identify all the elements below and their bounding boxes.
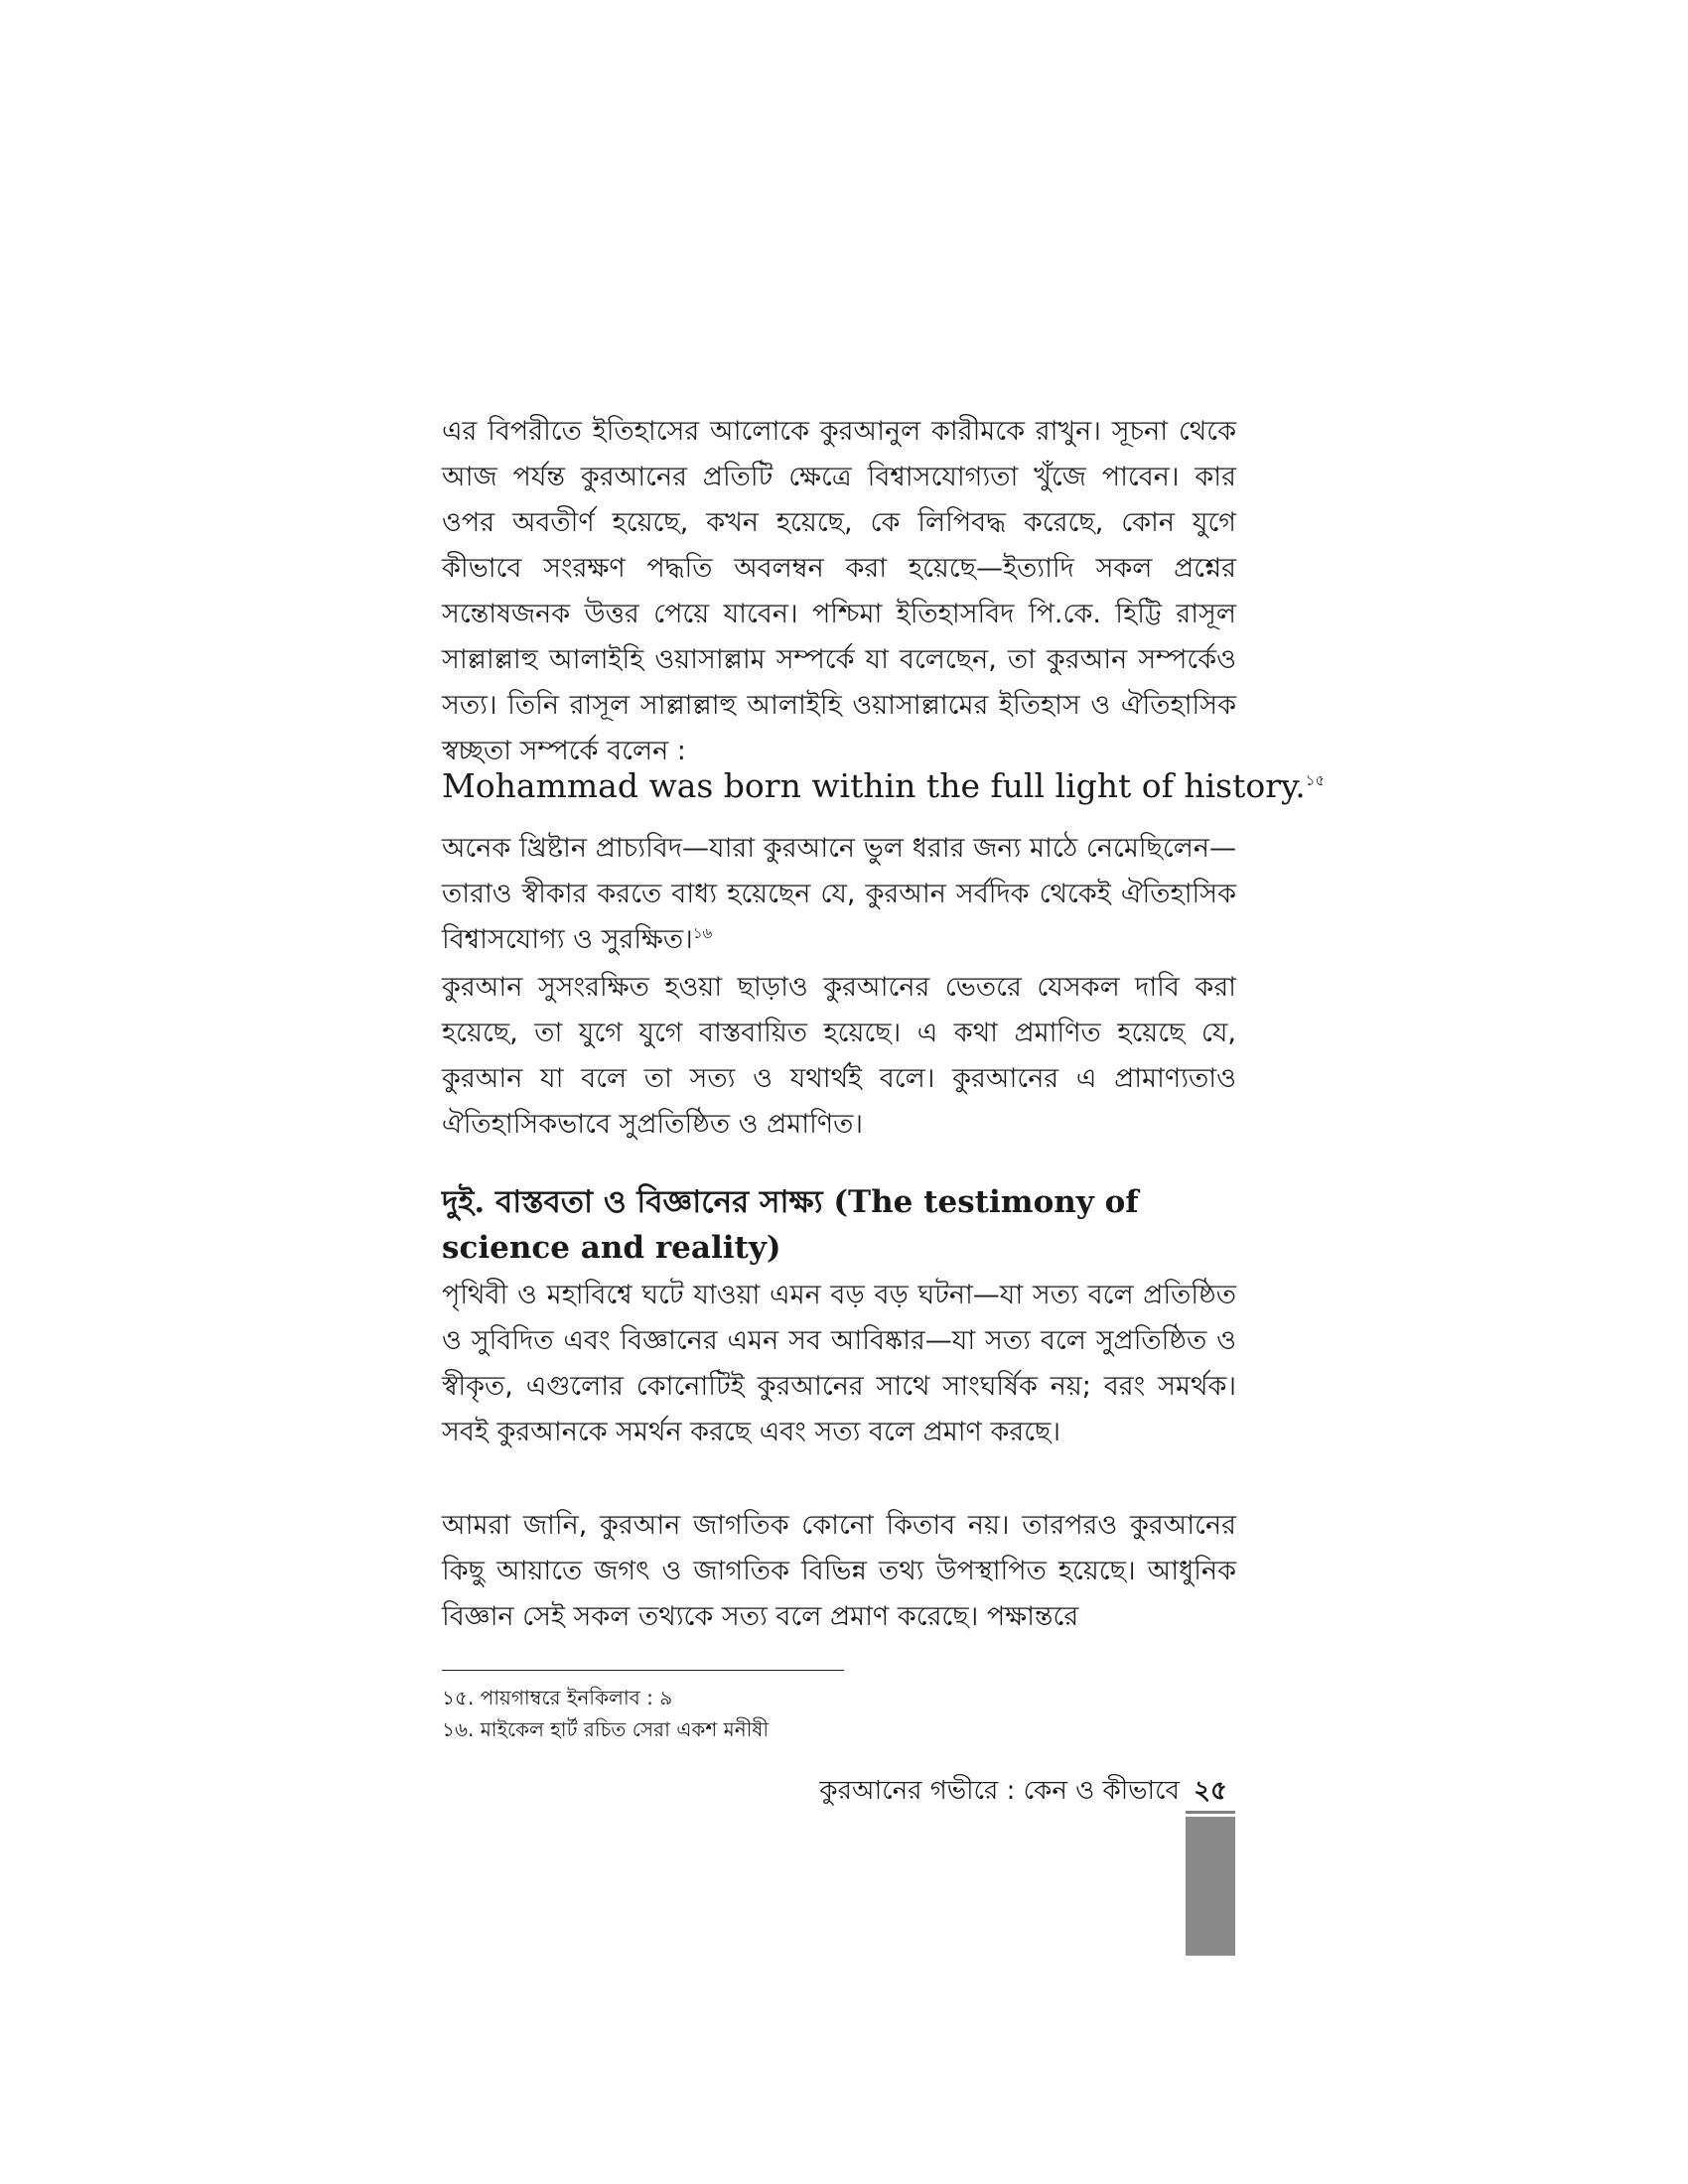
page-number: ২৫ <box>1186 1771 1235 1814</box>
footnote-15: ১৫. পায়গাম্বরে ইনকিলাব : ৯ <box>442 1686 673 1709</box>
thumb-tab <box>1186 1817 1235 1956</box>
paragraph-intro: এর বিপরীতে ইতিহাসের আলোকে কুরআনুল কারীমকে রাখুন। সূচনা থেকে আজ পর্যন্ত কুরআনের প্রতিটি ক্ষেত্রে বিশ্বাসযোগ্যতা খুঁজে পাবেন। কার ওপর অবতীর্ণ হয়েছে, কখন হয়েছে, কে লিপিবদ্ধ করেছে, কোন যুগে কীভাবে সংরক্ষণ পদ্ধতি অবলম্বন করা হয়েছে—ইত্যাদি সকল প্রশ্নের সন্তোষজনক উত্তর পেয়ে যাবেন। পশ্চিমা ইতিহাসবিদ পি.কে. হিট্টি রাসূল সাল্লাল্লাহু আলাইহি ওয়াসাল্লাম সম্পর্কে যা বলেছেন, তা কুরআন সম্পর্কেও সত্য। তিনি রাসূল সাল্লাল্লাহু আলাইহি ওয়াসাল্লামের ইতিহাস ও ঐতিহাসিক স্বচ্ছতা সম্পর্কে বলেন : <box>442 416 1236 766</box>
paragraph-science: পৃথিবী ও মহাবিশ্বে ঘটে যাওয়া এমন বড় বড় ঘটনা—যা সত্য বলে প্রতিষ্ঠিত ও সুবিদিত এবং বিজ্ঞানের এমন সব আবিষ্কার—যা সত্য বলে সুপ্রতিষ্ঠিত ও স্বীকৃত, এগুলোর কোনোটিই কুরআনের সাথে সাংঘর্ষিক নয়; বরং সমর্থক। সবই কুরআনকে সমর্থন করছে এবং সত্য বলে প্রমাণ করছে। <box>442 1280 1236 1447</box>
paragraph-orientalists-text: অনেক খ্রিষ্টান প্রাচ্যবিদ—যারা কুরআনে ভুল ধরার জন্য মাঠে নেমেছিলেন—তারাও স্বীকার করতে বাধ্য হয়েছেন যে, কুরআন সর্বদিক থেকেই ঐতিহাসিক বিশ্বাসযোগ্য ও সুরক্ষিত। <box>442 833 1236 955</box>
running-title: কুরআনের গভীরে : কেন ও কীভাবে <box>819 1776 1180 1806</box>
section-heading: দুই. বাস্তবতা ও বিজ্ঞানের সাক্ষ্য (The testimony of science and reality) <box>442 1184 1139 1266</box>
paragraph-orientalists <box>442 826 1236 963</box>
quote-hitti <box>442 764 1326 808</box>
quote-text: Mohammad was born within the full light of history. <box>442 766 1306 805</box>
paragraph-worldly-info: আমরা জানি, কুরআন জাগতিক কোনো কিতাব নয়। তারপরও কুরআনের কিছু আয়াতে জগৎ ও জাগতিক বিভিন্ন তথ্য উপস্থাপিত হয়েছে। আধুনিক বিজ্ঞান সেই সকল তথ্যকে সত্য বলে প্রমাণ করেছে। পক্ষান্তরে <box>442 1510 1236 1632</box>
footnote-ref-15: ১৫ <box>1305 771 1326 789</box>
footnote-divider <box>442 1670 844 1671</box>
footnote-ref-16: ১৬ <box>692 924 713 942</box>
paragraph-preservation: কুরআন সুসংরক্ষিত হওয়া ছাড়াও কুরআনের ভেতরে যেসকল দাবি করা হয়েছে, তা যুগে যুগে বাস্তবায়িত হয়েছে। এ কথা প্রমাণিত হয়েছে যে, কুরআন যা বলে তা সত্য ও যথার্থই বলে। কুরআনের এ প্রামাণ্যতাও ঐতিহাসিকভাবে সুপ্রতিষ্ঠিত ও প্রমাণিত। <box>442 972 1236 1140</box>
footnote-16: ১৬. মাইকেল হার্ট রচিত সেরা একশ মনীষী <box>442 1717 770 1741</box>
